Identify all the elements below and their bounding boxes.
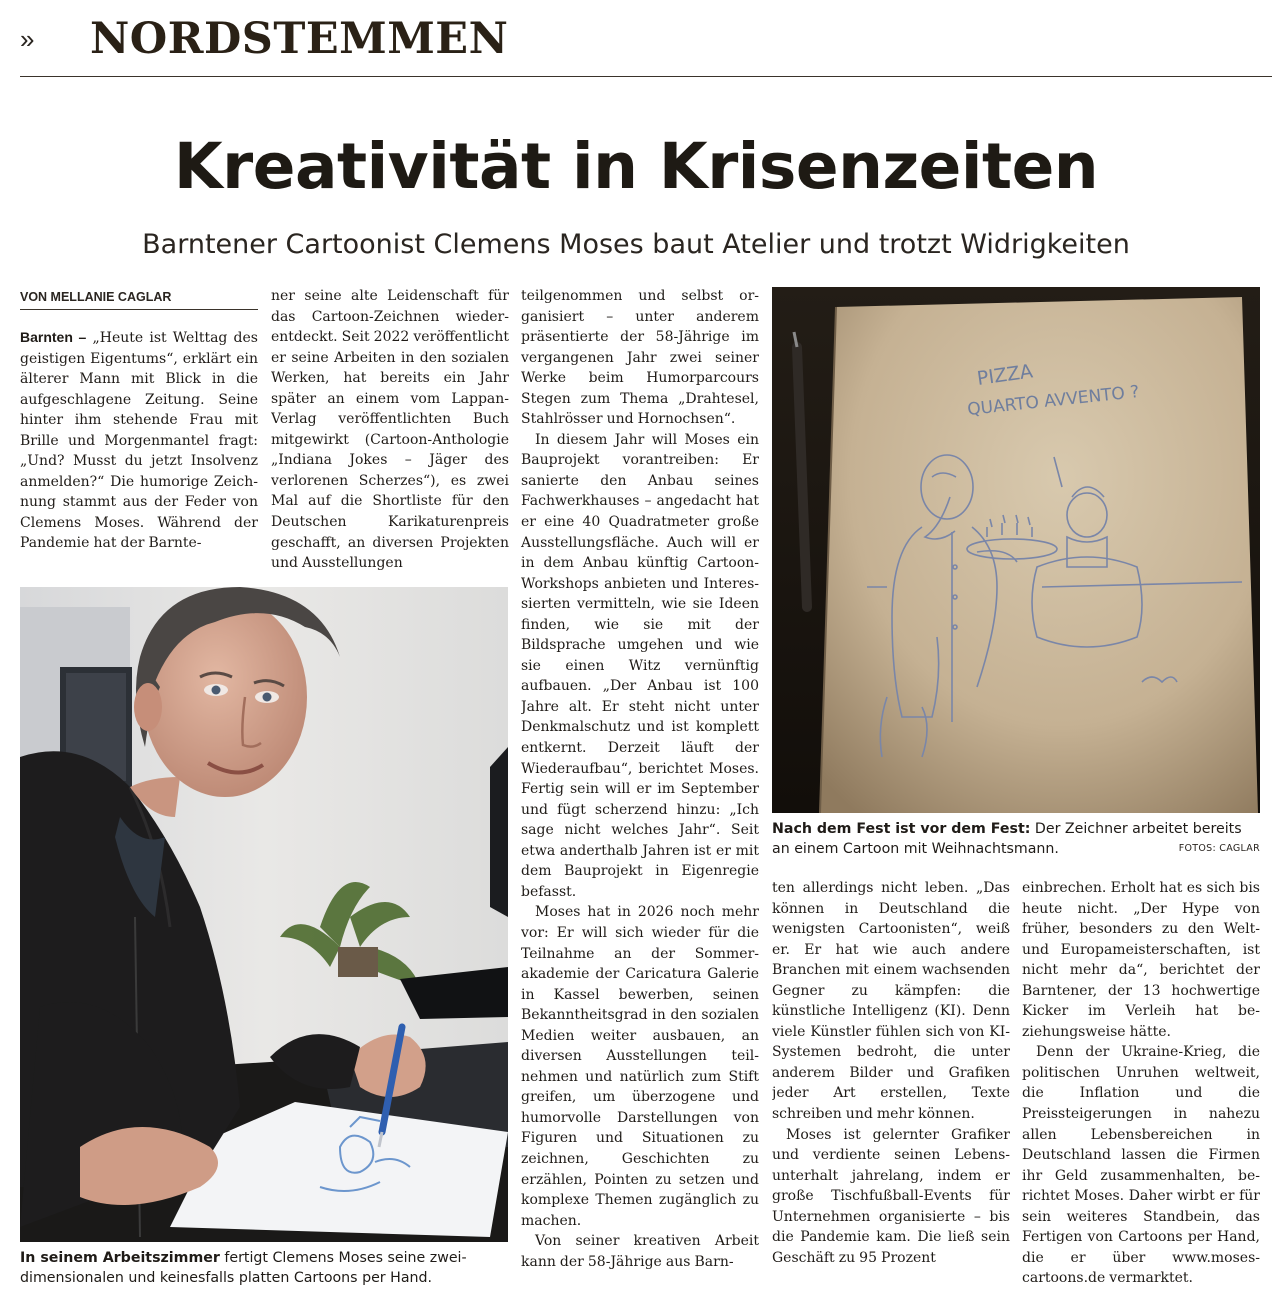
- photo-cartoonist-at-desk: [20, 587, 508, 1242]
- header-divider: [20, 76, 1272, 77]
- byline-divider: [20, 309, 258, 310]
- photo-credit: FOTOS: CAGLAR: [1178, 843, 1260, 854]
- sketch-text: PIZZA: [975, 360, 1035, 390]
- paragraph: Moses ist gelernter Grafiker und verdiente seinen Lebensunterhalt jahrelang, indem er große Tischfußball-Events für Unternehmen organisierte – bis die Pandemie kam. Die ließ sein Geschäft zu 95 Prozent: [772, 1126, 1010, 1266]
- photo-cartoon-sketch: [772, 287, 1260, 813]
- paragraph: [20, 327, 258, 554]
- paragraph: Denn der Ukraine-Krieg, die politischen Unruhen weltweit, die Inflation und die Preissteigerungen in nahezu allen Lebensbereichen in Deutschland lassen die Firmen ihr Geld zusammenhalten, berichtet Moses. Daher wirbt er für sein weiteres Standbein, das Fertigen von Cartoons per Hand, die er über www.mosescartoons.de vermarktet.: [1022, 1044, 1260, 1287]
- paragraph: Moses hat in 2026 noch mehr vor: Er will sich wieder für die Teilnahme an der Sommerakademie der Caricatura Galerie in Kassel bewerben, seinen Bekanntheitsgrad in den sozialen Medien weiter ausbauen, an diversen Ausstellungen teilnehmen und natürlich zum Stift greifen, um überzogene und humorvolle Darstellungen von Figuren und Situationen zu zeichnen, Geschichten zu erzählen, Pointen zu setzen und komplexe Themen zugänglich zu machen.: [521, 904, 759, 1229]
- dateline: Barnten –: [20, 329, 87, 345]
- photo-illustration: [20, 587, 508, 1242]
- article-column-2: [271, 286, 509, 576]
- photo-caption-left: [20, 1248, 508, 1288]
- section-title: NORDSTEMMEN: [90, 14, 509, 64]
- paragraph: ten allerdings nicht leben. „Das können in Deutschland die wenigsten Cartoonisten“, weiß er. Er hat wie auch andere Branchen mit einem wachsenden Gegner zu kämpfen: die künstliche Intelligenz (KI). Denn viele Künstler fühlen sich von KI-Systemen bedroht, die unter anderem Bilder und Grafiken jeder Art erstellen, Texte schreiben und mehr können.: [772, 880, 1010, 1123]
- sketch-text: QUARTO AVVENTO ?: [966, 382, 1141, 420]
- section-marker: »: [20, 24, 35, 54]
- headline: Kreativität in Krisenzeiten: [173, 130, 1099, 203]
- article-column-4: [772, 878, 1010, 1290]
- caption-text: fertigt Clemens Moses seine zweidimensionalen und keinesfalls platten Cartoons per Hand.: [20, 1250, 467, 1286]
- caption-lead: In seinem Arbeitszimmer: [20, 1250, 220, 1266]
- paragraph: In diesem Jahr will Moses ein Bauprojekt vorantreiben: Er sanierte den Anbau seines Fachwerkhauses – angedacht hat er eine 40 Quadratmeter große Ausstellungsfläche. Auch will er in dem Anbau künftig Cartoon-Workshops anbieten und Interessierten vermitteln, wie sie Ideen finden, wie sie mit der Bildsprache umgehen und wie sie einen Witz vernünftig aufbauen. „Der Anbau ist 100 Jahre alt. Er steht nicht unter Denkmalschutz und ist komplett entkernt. Derzeit läuft der Wiederaufbau“, berichtet Moses. Fertig sein will er im September und fügt scherzend hinzu: „Ich sage nicht welches Jahr“. Seit etwa anderthalb Jahren ist er mit dem Bauprojekt in Eigenregie befasst.: [521, 431, 759, 900]
- article-column-5: [1022, 878, 1260, 1290]
- subheadline: Barntener Cartoonist Clemens Moses baut Atelier und trotzt Widrigkeiten: [142, 229, 1130, 260]
- paragraph: teilgenommen und selbst organisiert – unter anderem präsentierte der 58-Jährige im vergangenen Jahr zwei seiner Werke beim Humorparcours Stegen zum Thema „Drahtesel, Stahlrösser und Hornochsen“.: [521, 288, 759, 428]
- article-column-3: [521, 286, 759, 1291]
- caption-lead: Nach dem Fest ist vor dem Fest:: [772, 821, 1031, 837]
- photo-illustration: [772, 287, 1260, 813]
- paragraph: einbrechen. Erholt hat es sich bis heute nicht. „Der Hype von früher, besonders zu den Welt- und Europameisterschaften, ist nicht mehr da“, berichtet der Barntener, der 13 hochwertige Kicker im Verleih hat beziehungsweise hätte.: [1022, 880, 1260, 1040]
- article-column-1: [20, 327, 258, 575]
- paragraph: Von seiner kreativen Arbeit kann der 58-Jährige aus Barn-: [521, 1233, 759, 1270]
- paragraph: ner seine alte Leidenschaft für das Cartoon-Zeichnen wiederentdeckt. Seit 2022 veröffentlicht er seine Arbeiten in den sozialen Werken, hat bereits ein Jahr später an einem vom Lappan-Verlag veröffentlichten Buch mitgewirkt (Cartoon-Anthologie „Indiana Jokes – Jäger des verlorenen Scherzes“), es zwei Mal auf die Shortliste für den Deutschen Karikaturenpreis geschafft, an diversen Projekten und Ausstellungen: [271, 288, 509, 572]
- byline: VON MELLANIE CAGLAR: [20, 290, 172, 304]
- caption-text: Der Zeichner arbeitet bereits an einem Cartoon mit Weihnachtsmann.: [772, 821, 1242, 857]
- paragraph-text: „Heute ist Welttag des geistigen Eigentums“, erklärt ein älterer Mann mit Blick in die aufgeschlagene Zeitung. Seine hinter ihm stehende Frau mit Brille und Morgenmantel fragt: „Und? Musst du jetzt Insolvenz anmelden?“ Die humorige Zeichnung stammt aus der Feder von Clemens Moses. Während der Pandemie hat der Barnte-: [20, 330, 258, 552]
